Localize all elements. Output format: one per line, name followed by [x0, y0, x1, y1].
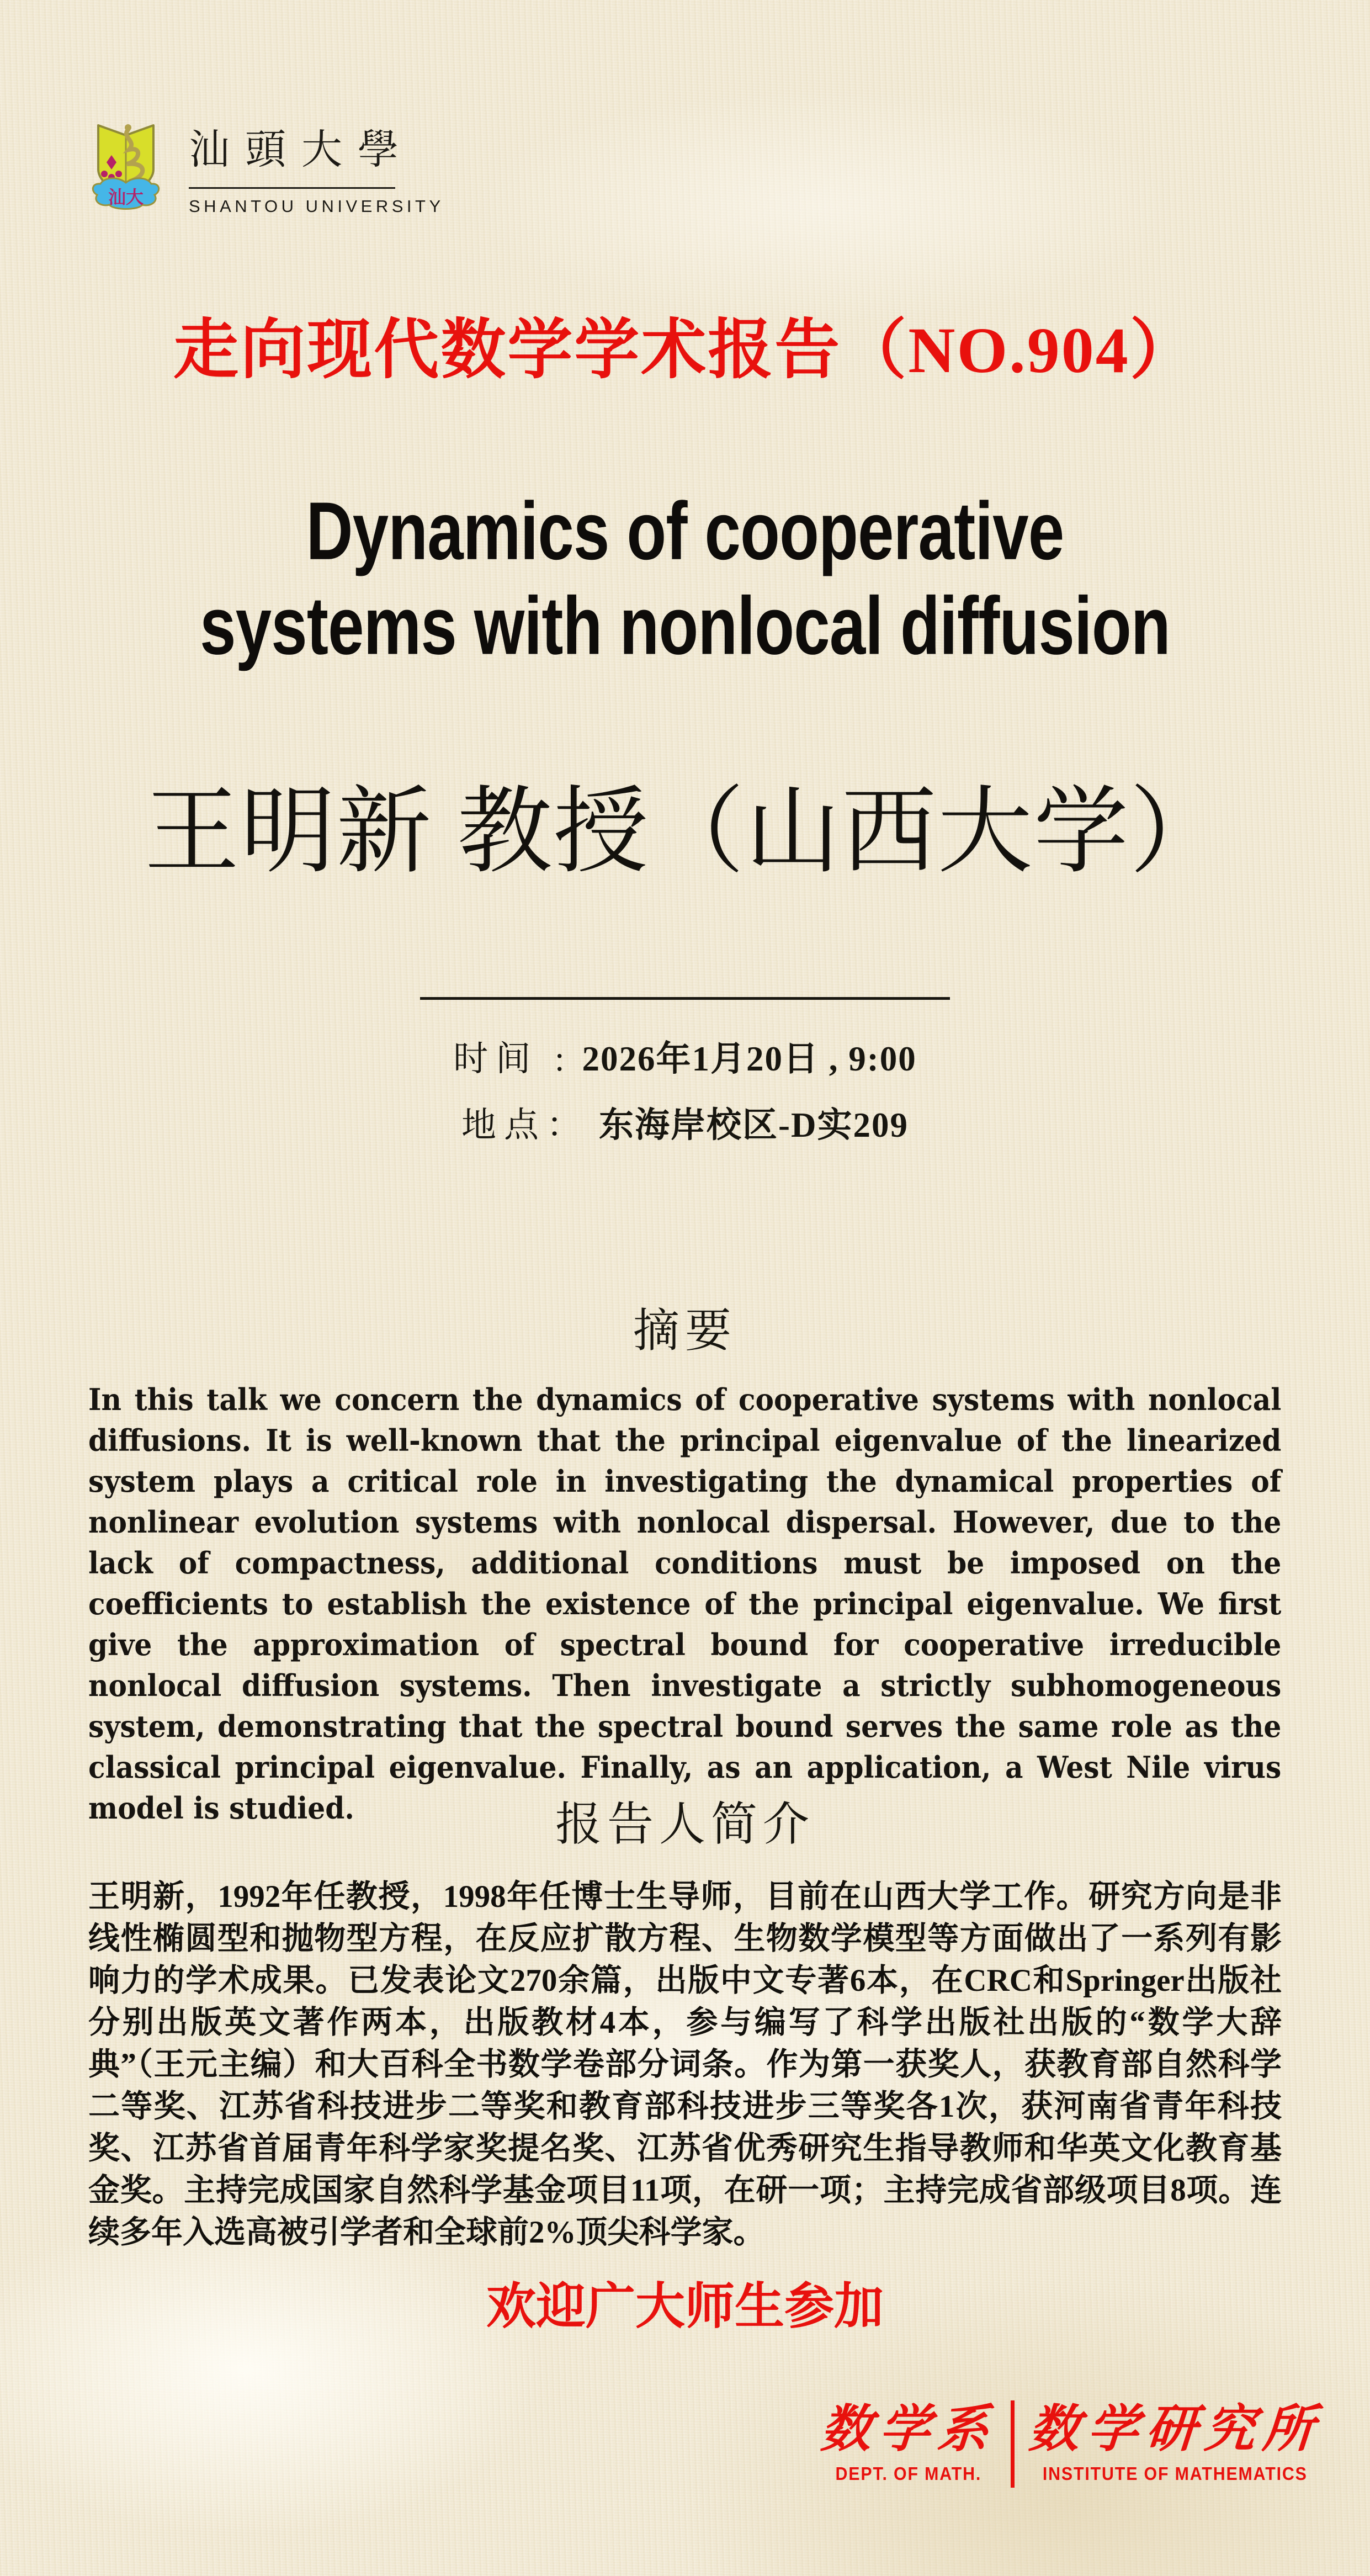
place-label: 地点： — [461, 1106, 589, 1144]
dept-name-cn: 数学系 — [819, 2401, 999, 2457]
time-label: 时间 : — [453, 1040, 572, 1078]
university-wordmark — [189, 119, 444, 216]
institute-name-cn: 数学研究所 — [1027, 2401, 1324, 2457]
place-value: 东海岸校区-D实209 — [599, 1106, 909, 1144]
institute-group — [1027, 2400, 1324, 2488]
emblem-text: 汕大 — [108, 187, 144, 207]
details-divider — [420, 997, 950, 1000]
series-title: 走向现代数学学术报告（NO.904） — [173, 314, 1197, 386]
bio-heading: 报告人简介 — [555, 1799, 815, 1851]
university-emblem-icon — [87, 119, 164, 213]
university-logo — [87, 119, 444, 216]
time-line — [0, 1037, 1370, 1081]
talk-title-line2: systems with nonlocal diffusion — [200, 579, 1170, 672]
university-name-cn: 汕頭大學 — [189, 128, 414, 173]
footer-wordmark — [819, 2400, 1324, 2488]
time-value: 2026年1月20日 , 9:00 — [582, 1040, 917, 1078]
footer-divider-bar — [1011, 2400, 1015, 2488]
bio-body: 王明新，1992年任教授，1998年任博士生导师，目前在山西大学工作。研究方向是非线性椭圆型和抛物型方程，在反应扩散方程、生物数学模型等方面做出了一系列有影响力的学术成果。已发表论文270余篇，出版中文专著6本，在CRC和Springer出版社分别出版英文著作两本，出版教材4本，参与编写了科学出版社出版的“数学大辞典”（王元主编）和大百科全书数学卷部分词条。作为第一获奖人，获教育部自然科学二等奖、江苏省科技进步二等奖和教育部科技进步三等奖各1次，获河南省青年科技奖、江苏省首届青年科学家奖提名奖、江苏省优秀研究生指导教师和华英文化教育基金奖。主持完成国家自然科学基金项目11项，在研一项；主持完成省部级项目8项。连续多年入选高被引学者和全球前2%顶尖科学家。 — [88, 1879, 1282, 2250]
talk-title — [110, 484, 1261, 673]
university-name-en: SHANTOU UNIVERSITY — [189, 197, 444, 216]
welcome-line: 欢迎广大师生参加 — [486, 2280, 884, 2334]
wordmark-rule — [189, 187, 395, 189]
dept-name-en: DEPT. OF MATH. — [835, 2463, 982, 2484]
dept-group — [819, 2400, 999, 2488]
speaker-name: 王明新 教授（山西大学） — [144, 780, 1226, 885]
abstract-heading: 摘要 — [633, 1306, 737, 1357]
institute-name-en: INSTITUTE OF MATHEMATICS — [1043, 2463, 1308, 2484]
abstract-body: In this talk we concern the dynamics of cooperative systems with nonlocal diffusions. It is well-known that the principal eigenvalue of the linearized system plays a critical role in investigating the dynamical properties of nonlinear evolution systems with nonlocal dispersal. However, due to the lack of compactness, additional conditions must be imposed on the coefficients to establish the existence of the principal eigenvalue. We first give the approximation of spectral bound for cooperative irreducible nonlocal diffusion systems. Then investigate a strictly subhomogeneous system, demonstrating that the spectral bound serves the same role as the classical principal eigenvalue. Finally, as an application, a West Nile virus model is studied. — [88, 1382, 1282, 1826]
talk-title-line1: Dynamics of cooperative — [306, 485, 1064, 577]
place-line — [0, 1103, 1370, 1147]
